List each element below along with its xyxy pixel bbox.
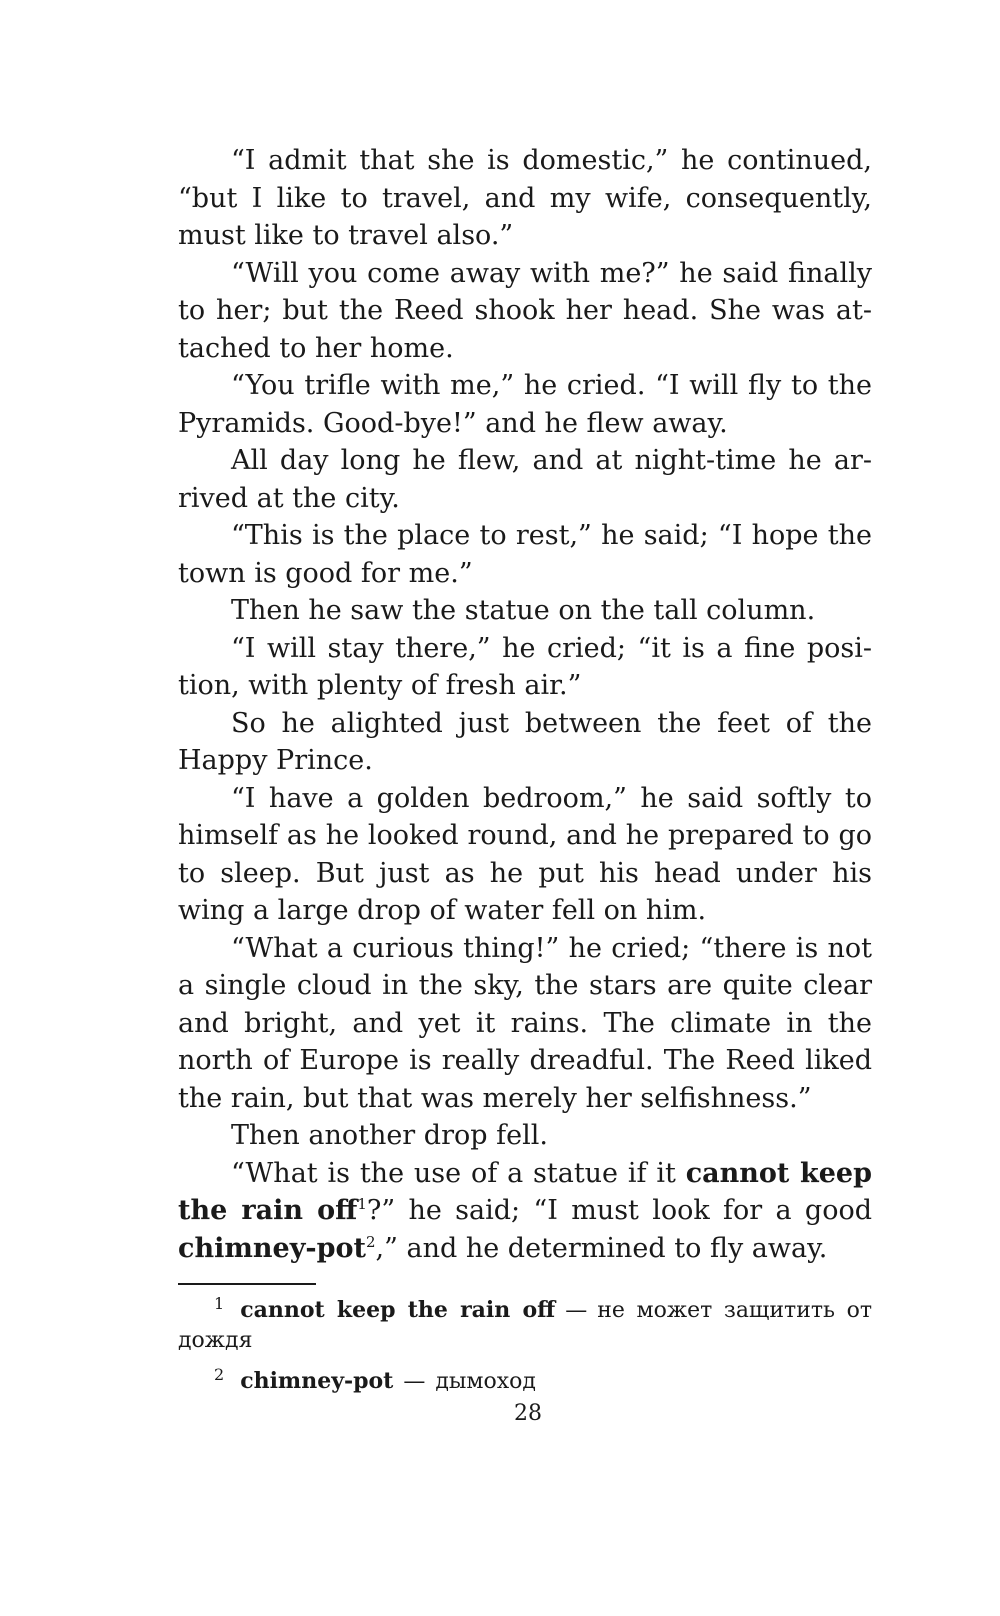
paragraph-9: “I have a golden bedroom,” he said softly to himself as he looked round, and he prepared to go to sleep. But just as he put his head under his wing a large drop of water fell on him. [178, 782, 872, 926]
footnote-1-translation: не может защитить от дождя [178, 1298, 873, 1353]
paragraph-2: “Will you come away with me?” he said finally to her; but the Reed shook her head. She was attached to her home. [178, 257, 872, 364]
page-number: 28 [514, 1401, 542, 1426]
footnote-1-term: cannot keep the rain off [240, 1297, 556, 1323]
paragraph-1: “I admit that she is domestic,” he continued, “but I like to travel, and my wife, consequently, must like to travel also.” [178, 145, 872, 251]
paragraph-8: So he alighted just between the feet of the Happy Prince. [178, 707, 872, 776]
main-text [178, 142, 872, 1267]
paragraph-12 [178, 1155, 872, 1268]
glossed-term-2: chimney-pot [178, 1232, 366, 1264]
footnote-1-dash: — [565, 1298, 588, 1323]
glossed-term-1: cannot keep the rain off [178, 1157, 872, 1226]
footnote-2-term: chimney-pot [240, 1368, 394, 1394]
paragraph-12-part2: ?” he said; “I must look for a good [366, 1195, 873, 1226]
footnote-1-mark: 1 [214, 1294, 225, 1313]
paragraph-11: Then another drop fell. [231, 1120, 548, 1151]
footnote-2 [178, 1366, 872, 1397]
paragraph-12-part3: ,” and he determined to fly away. [375, 1232, 828, 1264]
paragraph-10: “What a curious thing!” he cried; “there is not a single cloud in the sky, the stars are quite clear and bright, and yet it rains. The climate in the north of Europe is really dreadful. The Reed liked the rain, but that was merely her selfishness.” [178, 932, 872, 1114]
footnote-2-mark: 2 [214, 1365, 225, 1384]
footnote-1 [178, 1295, 872, 1356]
paragraph-7: “I will stay there,” he cried; “it is a fine position, with plenty of fresh air.” [178, 632, 872, 701]
footnotes [178, 1295, 872, 1397]
paragraph-5: “This is the place to rest,” he said; “I hope the town is good for me.” [178, 520, 872, 589]
paragraph-6: Then he saw the statue on the tall column. [231, 595, 816, 626]
paragraph-4: All day long he flew, and at night-time he arrived at the city. [178, 445, 872, 514]
paragraph-12-part1: “What is the use of a statue if it [231, 1157, 686, 1189]
footnote-ref-1: 1 [357, 1195, 367, 1213]
paragraph-3: “You trifle with me,” he cried. “I will fly to the Pyramids. Good-bye!” and he flew away. [178, 370, 872, 439]
footnote-2-translation: дымоход [435, 1369, 536, 1394]
footnote-2-dash: — [403, 1369, 426, 1394]
footnote-ref-2: 2 [365, 1232, 376, 1251]
footnote-divider [178, 1283, 316, 1285]
page-body [178, 142, 872, 1407]
